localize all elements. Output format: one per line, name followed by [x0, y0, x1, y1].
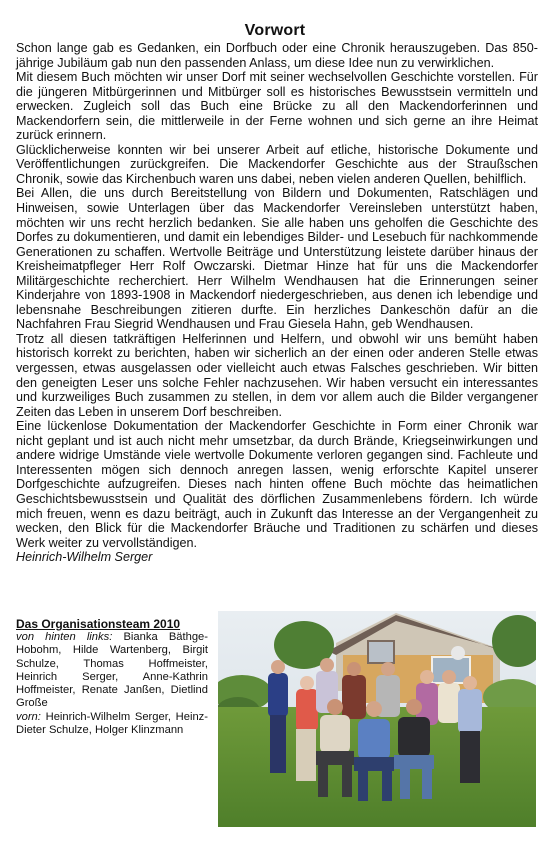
team-title: Das Organisationsteam 2010 — [16, 617, 181, 631]
paragraph: Trotz all diesen tatkräftigen Helferinnen und Helfern, und obwohl wir uns bemüht haben historisch korrekt zu berichten, haben wir sicherlich an der einen oder anderen Stelle etwas vergessen, etwas ausgelassen oder vielleicht auch etwas Falsches geschrieben. Wir bitten den geneigten Leser uns solche Fehler nachzusehen. Wir haben versucht ein interessantes und kurzweiliges Buch zusammen zu stellen, in dem vor allem auch die Bilder vergangener Zeiten das Leben in unserem Dorf beschreiben. — [16, 331, 538, 419]
paragraph: Schon lange gab es Gedanken, ein Dorfbuch oder eine Chronik herauszugeben. Das 850-jährige Jubiläum gab nun den passenden Anlass, um diese Idee nun zu verwirklichen. — [16, 41, 538, 70]
paragraph: Glücklicherweise konnten wir bei unserer Arbeit auf etliche, historische Dokumente und Veröffentlichungen zurückgreifen. Die Mackendorfer Geschichte aus der Straußschen Chronik, sowie das Kirchenbuch waren uns dabei, neben vielen anderen Quellen, behilflich. — [16, 142, 538, 186]
paragraph: Eine lückenlose Dokumentation der Mackendorfer Geschichte in Form einer Chronik war nicht geplant und ist auch nicht mehr umsetzbar, da durch Brände, Kriegseinwirkungen und andere widrige Umstände viele wertvolle Dokumente verloren gegangen sind. Fachleute und Interessenten mögen sich dennoch anregen lassen, wenig erforschte Kapitel unserer Dorfgeschichte aufzugreifen. Dieses nach hinten offene Buch möchte das heimatlichen Geschichtsbewusstsein und Qualität des dörflichen Zusammenlebens fördern. Ich würde mich freuen, wenn es dazu beiträgt, auch in Zukunft das Interesse an der Vergangenheit zu wecken, den Blick für die Mackendorfer Bräuche und Traditionen zu schärfen und dieses Werk weiter zu vervollständigen. — [16, 419, 538, 550]
team-caption — [16, 617, 208, 737]
signature: Heinrich-Wilhelm Serger — [16, 550, 153, 565]
paragraph: Mit diesem Buch möchten wir unser Dorf mit seiner wechselvollen Geschichte vorstellen. Für die jüngeren Mitbürgerinnen und Mitbürger soll es historisches Bewusstsein vermitteln und erwecken. Zugleich soll das Buch eine Brücke zu all den Mackendorferinnen und Mackendorfern sein, die mittlerweile in der Ferne wohnen und sich gerne an ihre Heimat zurück erinnern. — [16, 70, 538, 143]
team-photo — [218, 611, 536, 827]
page-title: Vorwort — [244, 22, 306, 39]
back-row-caption — [16, 631, 208, 711]
front-row-caption — [16, 711, 208, 738]
paragraph: Bei Allen, die uns durch Bereitstellung von Bildern und Dokumenten, Ratschlägen und Hinweisen, sowie Unterlagen über das Mackendorfer Vereinsleben unterstützt haben, möchten wir uns recht herzlich bedanken. Sie alle haben uns geholfen die Geschichte des Dorfes zu dokumentieren, und damit ein lebendiges Bilder- und Lesebuch für nachkommende Generationen zu schaffen. Wertvolle Beiträge und Unterstützung leistete darüber hinaus der Kreisheimatpfleger Herr Rolf Owczarski. Dietmar Hinze hat für uns die Mackendorfer Militärgeschichte recherchiert. Herr Wilhelm Wendhausen hat die Erinnerungen seiner Kinderjahre von 1893-1908 in Mackendorf niedergeschrieben, aus denen ich lebendige und lebensnahe Beschreibungen zitieren durfte. Ein herzliches Dankeschön dafür an die Nachfahren Frau Siegrid Wendhausen und Frau Giesela Hahn, geb Wendhausen. — [16, 186, 538, 332]
front-row-label: vorn: — [16, 710, 41, 723]
back-row-names: Bianka Bäthge-Hobohm, Hilde Wartenberg, Birgit Schulze, Thomas Hoffmeister, Heinrich Serger, Anne-Kathrin Hoffmeister, Renate Janßen, Dietlind Große — [16, 631, 209, 710]
back-row-label: von hinten links: — [16, 631, 113, 643]
front-row-names: Heinrich-Wilhelm Serger, Heinz-Dieter Schulze, Holger Klinzmann — [16, 710, 209, 737]
foreword-body — [16, 41, 538, 565]
